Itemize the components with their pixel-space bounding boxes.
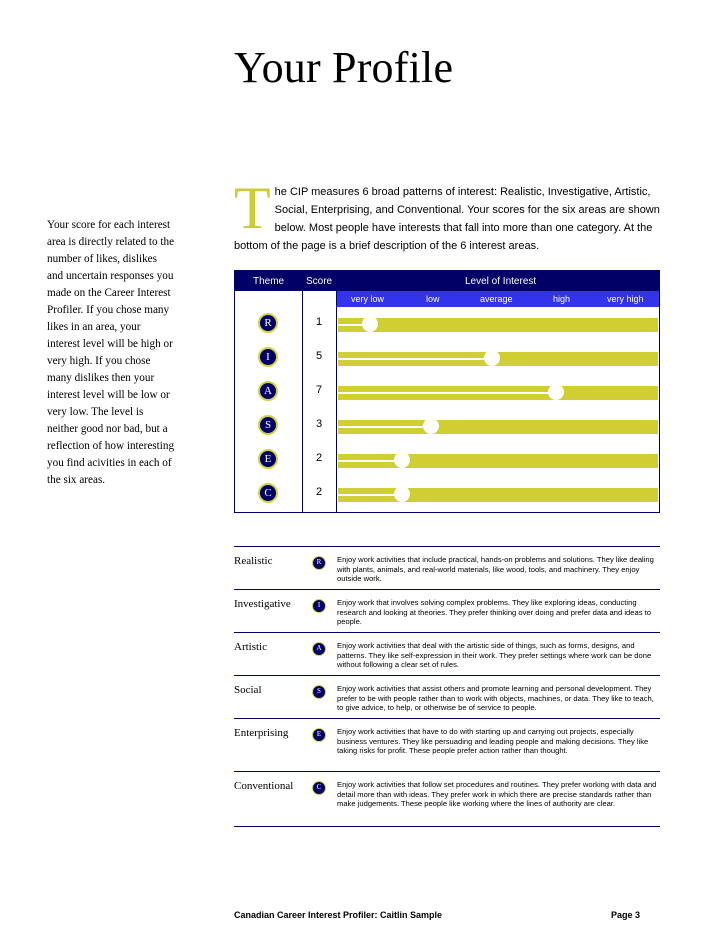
- description-theme-name: Social: [234, 684, 262, 696]
- score-value: 2: [315, 452, 323, 464]
- table-bottom-rule: [234, 826, 660, 827]
- description-row: [234, 675, 660, 712]
- score-value: 7: [315, 384, 323, 396]
- description-theme-name: Investigative: [234, 598, 291, 610]
- theme-investigative-icon: I: [258, 347, 278, 367]
- side-note: Your score for each interest area is directly related to the number of likes, dislikes and uncertain responses you made on the Career Interest Profiler. If you chose many likes in an area, your interest level will be high or very high. If you chose many dislikes then your interest level will be low or very low. The level is neither good nor bad, but a reflection of how interesting you find acivities in each of the six areas.: [47, 219, 175, 486]
- interest-bar: [338, 318, 658, 332]
- theme-header: Theme: [253, 276, 285, 287]
- score-value: 1: [315, 316, 323, 328]
- interest-bar-line: [338, 358, 492, 360]
- level-scale: [337, 291, 659, 307]
- interest-level-marker: [362, 316, 378, 332]
- interest-chart: [234, 270, 660, 513]
- description-row: [234, 771, 660, 808]
- theme-social-icon: S: [258, 415, 278, 435]
- score-value: 2: [315, 486, 323, 498]
- interest-bar-line: [338, 494, 402, 496]
- description-text: Enjoy work activities that have to do with starting up and carrying out projects, especially business ventures. They like persuading and leading people and making decisions. They like taking risks for profit. These people prefer action rather than thought.: [337, 727, 649, 755]
- interest-level-marker: [484, 350, 500, 366]
- description-text: Enjoy work activities that follow set procedures and routines. They prefer working with data and detail more than with ideas. They prefer work in which there are precise standards rather than make judgements. These people like working where the lines of authority are clear.: [337, 780, 657, 808]
- theme-enterprising-icon: E: [312, 728, 326, 742]
- theme-artistic-icon: A: [312, 642, 326, 656]
- theme-realistic-icon: R: [258, 313, 278, 333]
- interest-level-marker: [394, 486, 410, 502]
- description-theme-name: Conventional: [234, 780, 294, 792]
- interest-level-marker: [548, 384, 564, 400]
- level-low: low: [426, 294, 440, 304]
- description-theme-name: Realistic: [234, 555, 273, 567]
- score-value: 5: [315, 350, 323, 362]
- description-row: [234, 546, 660, 583]
- description-theme-name: Artistic: [234, 641, 267, 653]
- theme-investigative-icon: I: [312, 599, 326, 613]
- theme-conventional-icon: C: [312, 781, 326, 795]
- level-high: high: [553, 294, 571, 304]
- interest-bar-line: [338, 426, 431, 428]
- interest-level-marker: [394, 452, 410, 468]
- interest-bar: [338, 420, 658, 434]
- footer-page-number: Page 3: [611, 910, 641, 920]
- description-row: [234, 589, 660, 626]
- interest-bar-line: [338, 460, 402, 462]
- level-very-low: very low: [351, 294, 385, 304]
- theme-realistic-icon: R: [312, 556, 326, 570]
- description-text: Enjoy work that involves solving complex problems. They like exploring ideas, conducting research and looking at theories. They prefer thinking over doing and prefer data and ideas to people.: [337, 598, 651, 626]
- interest-bar-line: [338, 392, 556, 394]
- interest-bar: [338, 454, 658, 468]
- description-row: [234, 632, 660, 669]
- description-text: Enjoy work activities that deal with the artistic side of things, such as forms, designs, and patterns. They like self-expression in their work. They prefer settings where work can be done without following a clear set of rules.: [337, 641, 652, 669]
- description-theme-name: Enterprising: [234, 727, 289, 739]
- theme-artistic-icon: A: [258, 381, 278, 401]
- page-title: Your Profile: [234, 43, 454, 92]
- score-header: Score: [306, 276, 333, 287]
- description-text: Enjoy work activities that include practical, hands-on problems and solutions. They like dealing with plants, animals, and real-world materials, like wood, tools, and machinery. They enjoy outside work.: [337, 555, 654, 583]
- interest-bar: [338, 488, 658, 502]
- interest-bar: [338, 352, 658, 366]
- intro-text: he CIP measures 6 broad patterns of interest: Realistic, Investigative, Artistic, Social, Enterprising, and Conventional. Your scores for the six areas are shown below. Most people have interests that fall into more than one category. At the bottom of the page is a brief description of the 6 interest areas.: [234, 186, 660, 252]
- interest-bar: [338, 386, 658, 400]
- intro-paragraph: [234, 175, 660, 255]
- footer-title: Canadian Career Interest Profiler: Caitlin Sample: [234, 910, 443, 920]
- level-average: average: [480, 294, 513, 304]
- description-text: Enjoy work activities that assist others and promote learning and personal development. They prefer to be with people rather than to work with objects, machines, or data. They like to teach, to give advice, to help, or otherwise be of service to people.: [337, 684, 654, 712]
- level-very-high: very high: [607, 294, 644, 304]
- score-value: 3: [315, 418, 323, 430]
- column-divider: [336, 271, 337, 512]
- interest-level-marker: [423, 418, 439, 434]
- level-header: Level of Interest: [465, 276, 537, 287]
- theme-conventional-icon: C: [258, 483, 278, 503]
- theme-enterprising-icon: E: [258, 449, 278, 469]
- description-row: [234, 718, 660, 755]
- drop-cap: T: [234, 175, 271, 241]
- chart-header: [235, 271, 659, 291]
- theme-social-icon: S: [312, 685, 326, 699]
